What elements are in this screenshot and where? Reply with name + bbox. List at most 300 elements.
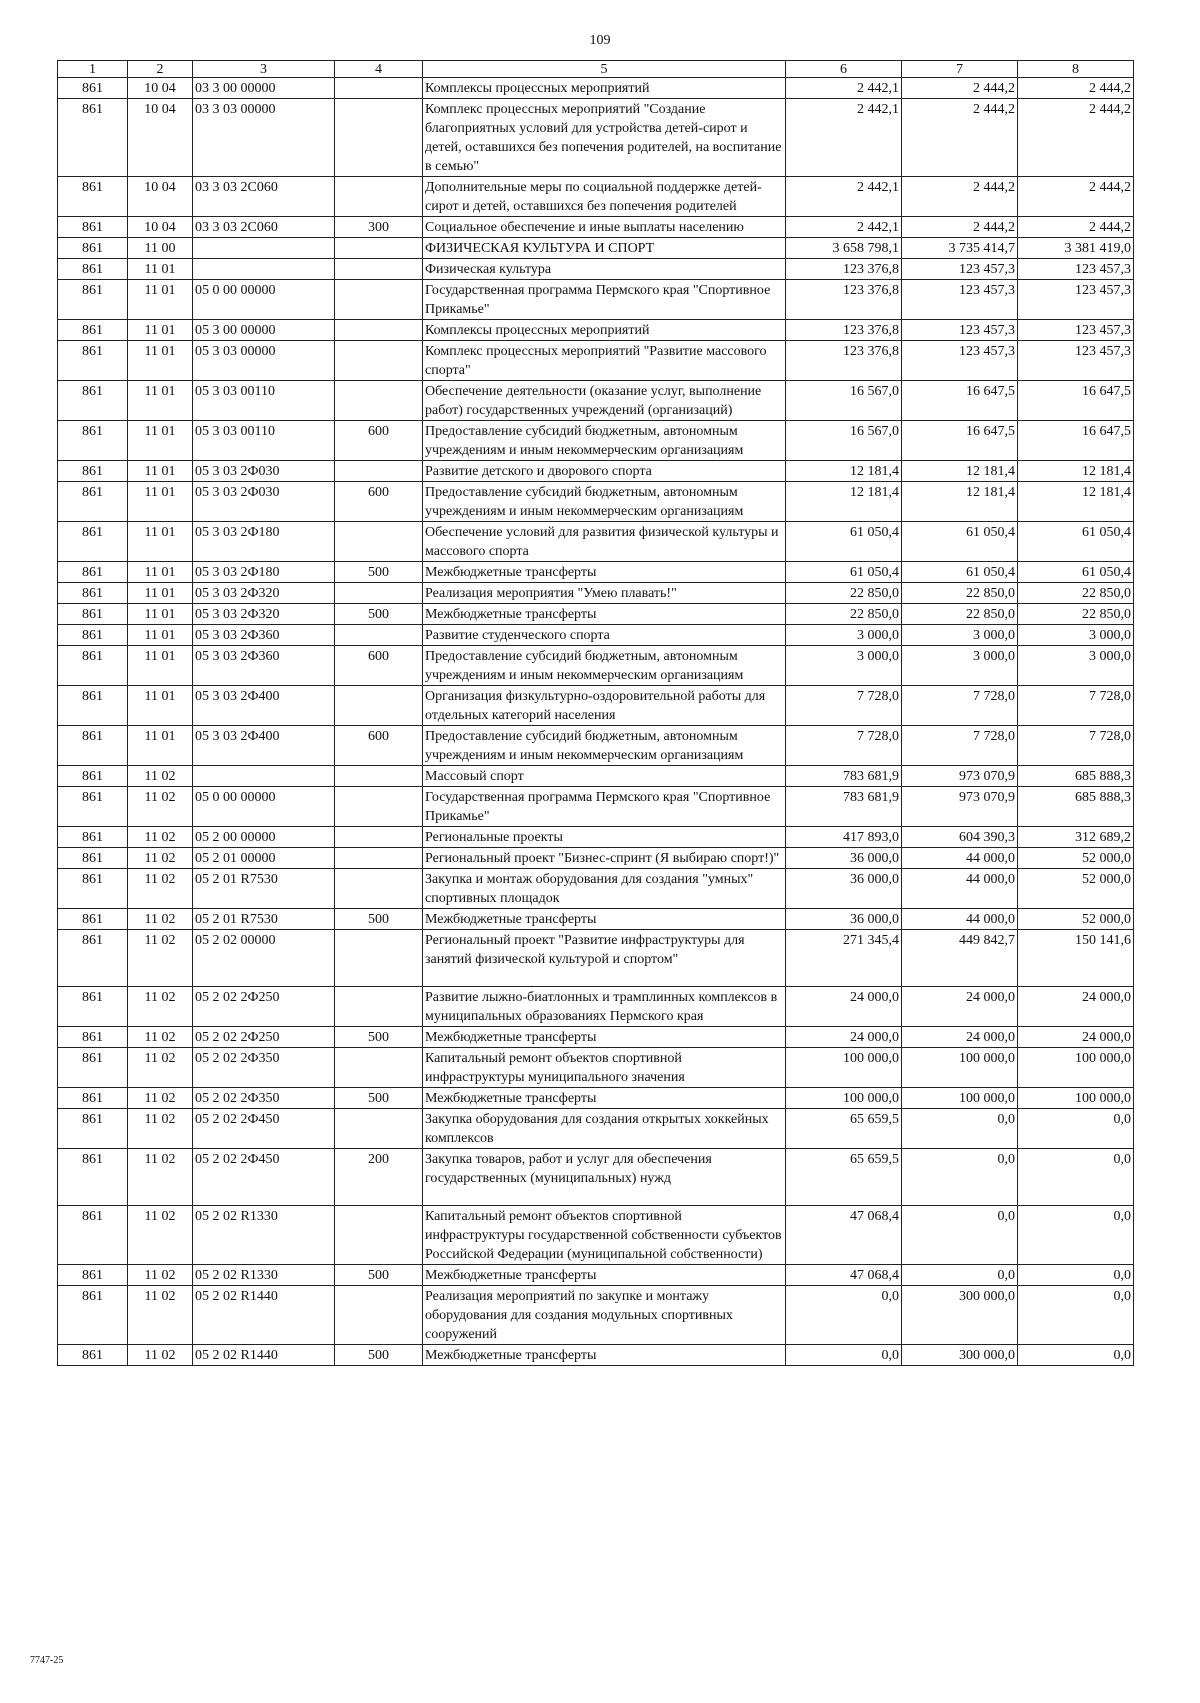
expense-type-cell [335, 1109, 423, 1149]
amount-year-2-cell: 44 000,0 [902, 848, 1018, 869]
amount-year-2-cell: 2 444,2 [902, 177, 1018, 217]
description-cell: Закупка оборудования для создания открытых хоккейных комплексов [423, 1109, 786, 1149]
section-code-cell: 11 02 [128, 827, 193, 848]
description-cell: Обеспечение условий для развития физической культуры и массового спорта [423, 522, 786, 562]
amount-year-2-cell: 100 000,0 [902, 1048, 1018, 1088]
amount-year-2-cell: 123 457,3 [902, 280, 1018, 320]
amount-year-3-cell: 685 888,3 [1018, 766, 1134, 787]
section-code-cell: 11 01 [128, 482, 193, 522]
amount-year-2-cell: 973 070,9 [902, 787, 1018, 827]
amount-year-1-cell: 61 050,4 [786, 562, 902, 583]
amount-year-2-cell: 2 444,2 [902, 99, 1018, 177]
amount-year-3-cell: 0,0 [1018, 1149, 1134, 1206]
description-cell: Реализация мероприятий по закупке и монтажу оборудования для создания модульных спортивных сооружений [423, 1286, 786, 1345]
section-code-cell: 11 02 [128, 1265, 193, 1286]
amount-year-3-cell: 100 000,0 [1018, 1048, 1134, 1088]
description-cell: Региональные проекты [423, 827, 786, 848]
expense-type-cell: 500 [335, 604, 423, 625]
amount-year-2-cell: 123 457,3 [902, 320, 1018, 341]
amount-year-2-cell: 16 647,5 [902, 381, 1018, 421]
target-code-cell: 05 2 01 R7530 [193, 909, 335, 930]
expense-type-cell [335, 280, 423, 320]
column-header: 8 [1018, 61, 1134, 78]
ministry-code-cell: 861 [58, 280, 128, 320]
ministry-code-cell: 861 [58, 1088, 128, 1109]
table-row [58, 1206, 1134, 1265]
ministry-code-cell: 861 [58, 583, 128, 604]
section-code-cell: 11 02 [128, 1048, 193, 1088]
description-cell: Развитие детского и дворового спорта [423, 461, 786, 482]
expense-type-cell: 500 [335, 1088, 423, 1109]
description-cell: Дополнительные меры по социальной поддержке детей-сирот и детей, оставшихся без попечения родителей [423, 177, 786, 217]
expense-type-cell [335, 987, 423, 1027]
ministry-code-cell: 861 [58, 827, 128, 848]
expense-type-cell: 300 [335, 217, 423, 238]
table-row [58, 1265, 1134, 1286]
description-cell: Комплексы процессных мероприятий [423, 320, 786, 341]
amount-year-2-cell: 22 850,0 [902, 583, 1018, 604]
table-row [58, 522, 1134, 562]
description-cell: Комплекс процессных мероприятий "Создание благоприятных условий для устройства детей-сирот и детей, оставшихся без попечения родителей, на воспитание в семью" [423, 99, 786, 177]
ministry-code-cell: 861 [58, 869, 128, 909]
section-code-cell: 11 01 [128, 686, 193, 726]
section-code-cell: 11 01 [128, 646, 193, 686]
amount-year-1-cell: 100 000,0 [786, 1088, 902, 1109]
expense-type-cell [335, 522, 423, 562]
table-row [58, 1109, 1134, 1149]
target-code-cell: 05 2 02 2Ф250 [193, 987, 335, 1027]
amount-year-3-cell: 0,0 [1018, 1109, 1134, 1149]
table-row [58, 1027, 1134, 1048]
table-row [58, 787, 1134, 827]
table-row [58, 217, 1134, 238]
description-cell: Предоставление субсидий бюджетным, автономным учреждениям и иным некоммерческим организациям [423, 646, 786, 686]
amount-year-3-cell: 24 000,0 [1018, 987, 1134, 1027]
document-code: 7747-25 [30, 1655, 64, 1666]
amount-year-1-cell: 24 000,0 [786, 1027, 902, 1048]
amount-year-2-cell: 12 181,4 [902, 482, 1018, 522]
section-code-cell: 11 02 [128, 787, 193, 827]
ministry-code-cell: 861 [58, 1048, 128, 1088]
table-row [58, 381, 1134, 421]
table-row [58, 848, 1134, 869]
description-cell: Региональный проект "Бизнес-спринт (Я выбираю спорт!)" [423, 848, 786, 869]
section-code-cell: 11 01 [128, 381, 193, 421]
section-code-cell: 11 01 [128, 625, 193, 646]
target-code-cell: 05 0 00 00000 [193, 787, 335, 827]
amount-year-1-cell: 123 376,8 [786, 341, 902, 381]
amount-year-3-cell: 123 457,3 [1018, 341, 1134, 381]
amount-year-2-cell: 123 457,3 [902, 259, 1018, 280]
description-cell: Капитальный ремонт объектов спортивной инфраструктуры муниципального значения [423, 1048, 786, 1088]
amount-year-1-cell: 65 659,5 [786, 1149, 902, 1206]
amount-year-3-cell: 12 181,4 [1018, 482, 1134, 522]
target-code-cell [193, 766, 335, 787]
amount-year-1-cell: 47 068,4 [786, 1265, 902, 1286]
target-code-cell: 05 2 02 00000 [193, 930, 335, 987]
description-cell: Массовый спорт [423, 766, 786, 787]
table-row [58, 869, 1134, 909]
amount-year-2-cell: 61 050,4 [902, 522, 1018, 562]
table-row [58, 238, 1134, 259]
description-cell: ФИЗИЧЕСКАЯ КУЛЬТУРА И СПОРТ [423, 238, 786, 259]
amount-year-1-cell: 65 659,5 [786, 1109, 902, 1149]
amount-year-2-cell: 7 728,0 [902, 726, 1018, 766]
section-code-cell: 11 02 [128, 766, 193, 787]
target-code-cell: 03 3 00 00000 [193, 78, 335, 99]
target-code-cell: 05 2 02 R1440 [193, 1286, 335, 1345]
ministry-code-cell: 861 [58, 522, 128, 562]
amount-year-1-cell: 0,0 [786, 1345, 902, 1366]
expense-type-cell [335, 1048, 423, 1088]
amount-year-3-cell: 0,0 [1018, 1345, 1134, 1366]
target-code-cell: 05 2 02 2Ф450 [193, 1149, 335, 1206]
target-code-cell [193, 259, 335, 280]
amount-year-3-cell: 2 444,2 [1018, 99, 1134, 177]
expense-type-cell [335, 686, 423, 726]
amount-year-1-cell: 16 567,0 [786, 381, 902, 421]
description-cell: Государственная программа Пермского края "Спортивное Прикамье" [423, 280, 786, 320]
amount-year-3-cell: 685 888,3 [1018, 787, 1134, 827]
ministry-code-cell: 861 [58, 421, 128, 461]
amount-year-3-cell: 12 181,4 [1018, 461, 1134, 482]
amount-year-1-cell: 417 893,0 [786, 827, 902, 848]
amount-year-1-cell: 2 442,1 [786, 177, 902, 217]
section-code-cell: 11 01 [128, 280, 193, 320]
description-cell: Государственная программа Пермского края "Спортивное Прикамье" [423, 787, 786, 827]
target-code-cell: 05 2 02 2Ф350 [193, 1088, 335, 1109]
amount-year-2-cell: 3 000,0 [902, 646, 1018, 686]
ministry-code-cell: 861 [58, 217, 128, 238]
amount-year-1-cell: 24 000,0 [786, 987, 902, 1027]
section-code-cell: 11 01 [128, 604, 193, 625]
table-row [58, 604, 1134, 625]
ministry-code-cell: 861 [58, 787, 128, 827]
section-code-cell: 10 04 [128, 78, 193, 99]
amount-year-3-cell: 61 050,4 [1018, 522, 1134, 562]
column-header: 7 [902, 61, 1018, 78]
target-code-cell: 05 3 00 00000 [193, 320, 335, 341]
amount-year-1-cell: 123 376,8 [786, 320, 902, 341]
amount-year-1-cell: 271 345,4 [786, 930, 902, 987]
amount-year-3-cell: 2 444,2 [1018, 177, 1134, 217]
amount-year-2-cell: 44 000,0 [902, 909, 1018, 930]
target-code-cell: 05 3 03 2Ф180 [193, 562, 335, 583]
description-cell: Социальное обеспечение и иные выплаты населению [423, 217, 786, 238]
amount-year-1-cell: 47 068,4 [786, 1206, 902, 1265]
ministry-code-cell: 861 [58, 848, 128, 869]
section-code-cell: 10 04 [128, 99, 193, 177]
section-code-cell: 11 02 [128, 1345, 193, 1366]
table-row [58, 1345, 1134, 1366]
ministry-code-cell: 861 [58, 381, 128, 421]
amount-year-3-cell: 61 050,4 [1018, 562, 1134, 583]
amount-year-3-cell: 123 457,3 [1018, 280, 1134, 320]
description-cell: Закупка и монтаж оборудования для создания "умных" спортивных площадок [423, 869, 786, 909]
amount-year-1-cell: 2 442,1 [786, 217, 902, 238]
amount-year-1-cell: 61 050,4 [786, 522, 902, 562]
description-cell: Предоставление субсидий бюджетным, автономным учреждениям и иным некоммерческим организациям [423, 726, 786, 766]
expense-type-cell: 200 [335, 1149, 423, 1206]
target-code-cell: 05 2 00 00000 [193, 827, 335, 848]
expense-type-cell [335, 381, 423, 421]
amount-year-1-cell: 22 850,0 [786, 604, 902, 625]
amount-year-3-cell: 2 444,2 [1018, 78, 1134, 99]
target-code-cell: 05 2 02 2Ф350 [193, 1048, 335, 1088]
table-row [58, 78, 1134, 99]
amount-year-1-cell: 12 181,4 [786, 482, 902, 522]
table-row [58, 99, 1134, 177]
description-cell: Межбюджетные трансферты [423, 1345, 786, 1366]
expense-type-cell [335, 583, 423, 604]
expense-type-cell: 600 [335, 726, 423, 766]
description-cell: Капитальный ремонт объектов спортивной инфраструктуры государственной собственности субъектов Российской Федерации (муниципальной собственности) [423, 1206, 786, 1265]
amount-year-3-cell: 7 728,0 [1018, 726, 1134, 766]
column-header: 4 [335, 61, 423, 78]
amount-year-1-cell: 123 376,8 [786, 280, 902, 320]
table-row [58, 461, 1134, 482]
expense-type-cell: 500 [335, 1265, 423, 1286]
description-cell: Межбюджетные трансферты [423, 1088, 786, 1109]
expense-type-cell [335, 1206, 423, 1265]
description-cell: Межбюджетные трансферты [423, 562, 786, 583]
target-code-cell: 03 3 03 2С060 [193, 177, 335, 217]
section-code-cell: 11 02 [128, 1027, 193, 1048]
amount-year-3-cell: 24 000,0 [1018, 1027, 1134, 1048]
expense-type-cell [335, 625, 423, 646]
target-code-cell: 05 2 02 R1330 [193, 1206, 335, 1265]
table-row [58, 987, 1134, 1027]
section-code-cell: 11 02 [128, 987, 193, 1027]
ministry-code-cell: 861 [58, 238, 128, 259]
amount-year-2-cell: 12 181,4 [902, 461, 1018, 482]
target-code-cell: 05 0 00 00000 [193, 280, 335, 320]
amount-year-1-cell: 3 000,0 [786, 646, 902, 686]
section-code-cell: 11 01 [128, 562, 193, 583]
target-code-cell: 05 3 03 2Ф400 [193, 726, 335, 766]
amount-year-2-cell: 3 000,0 [902, 625, 1018, 646]
amount-year-1-cell: 36 000,0 [786, 848, 902, 869]
expense-type-cell: 600 [335, 646, 423, 686]
section-code-cell: 11 00 [128, 238, 193, 259]
page-number: 109 [589, 33, 611, 48]
target-code-cell: 05 3 03 2Ф030 [193, 461, 335, 482]
ministry-code-cell: 861 [58, 78, 128, 99]
ministry-code-cell: 861 [58, 646, 128, 686]
amount-year-1-cell: 2 442,1 [786, 99, 902, 177]
description-cell: Развитие лыжно-биатлонных и трамплинных комплексов в муниципальных образованиях Пермского края [423, 987, 786, 1027]
description-cell: Межбюджетные трансферты [423, 604, 786, 625]
amount-year-3-cell: 52 000,0 [1018, 869, 1134, 909]
expense-type-cell [335, 787, 423, 827]
amount-year-3-cell: 123 457,3 [1018, 320, 1134, 341]
amount-year-3-cell: 22 850,0 [1018, 583, 1134, 604]
amount-year-1-cell: 22 850,0 [786, 583, 902, 604]
section-code-cell: 11 01 [128, 583, 193, 604]
section-code-cell: 11 01 [128, 320, 193, 341]
table-row [58, 1149, 1134, 1206]
amount-year-1-cell: 100 000,0 [786, 1048, 902, 1088]
section-code-cell: 11 02 [128, 1206, 193, 1265]
ministry-code-cell: 861 [58, 1345, 128, 1366]
ministry-code-cell: 861 [58, 99, 128, 177]
expense-type-cell [335, 259, 423, 280]
amount-year-3-cell: 3 381 419,0 [1018, 238, 1134, 259]
amount-year-3-cell: 16 647,5 [1018, 421, 1134, 461]
amount-year-3-cell: 123 457,3 [1018, 259, 1134, 280]
amount-year-2-cell: 22 850,0 [902, 604, 1018, 625]
expense-type-cell [335, 320, 423, 341]
expense-type-cell [335, 238, 423, 259]
table-body [58, 78, 1134, 1366]
amount-year-1-cell: 2 442,1 [786, 78, 902, 99]
amount-year-3-cell: 22 850,0 [1018, 604, 1134, 625]
ministry-code-cell: 861 [58, 686, 128, 726]
target-code-cell: 05 3 03 2Ф360 [193, 625, 335, 646]
table-row [58, 625, 1134, 646]
amount-year-2-cell: 300 000,0 [902, 1286, 1018, 1345]
column-header: 3 [193, 61, 335, 78]
ministry-code-cell: 861 [58, 766, 128, 787]
table-row [58, 421, 1134, 461]
amount-year-3-cell: 0,0 [1018, 1265, 1134, 1286]
section-code-cell: 11 02 [128, 1149, 193, 1206]
expense-type-cell [335, 848, 423, 869]
expense-type-cell: 600 [335, 482, 423, 522]
ministry-code-cell: 861 [58, 1286, 128, 1345]
amount-year-2-cell: 0,0 [902, 1206, 1018, 1265]
amount-year-2-cell: 100 000,0 [902, 1088, 1018, 1109]
target-code-cell [193, 238, 335, 259]
expense-type-cell: 600 [335, 421, 423, 461]
amount-year-2-cell: 604 390,3 [902, 827, 1018, 848]
expense-type-cell: 500 [335, 909, 423, 930]
amount-year-1-cell: 783 681,9 [786, 787, 902, 827]
table-row [58, 562, 1134, 583]
amount-year-2-cell: 24 000,0 [902, 1027, 1018, 1048]
table-row [58, 341, 1134, 381]
section-code-cell: 11 01 [128, 726, 193, 766]
target-code-cell: 05 2 02 2Ф250 [193, 1027, 335, 1048]
ministry-code-cell: 861 [58, 1206, 128, 1265]
description-cell: Организация физкультурно-оздоровительной работы для отдельных категорий населения [423, 686, 786, 726]
description-cell: Комплекс процессных мероприятий "Развитие массового спорта" [423, 341, 786, 381]
section-code-cell: 11 01 [128, 522, 193, 562]
amount-year-1-cell: 12 181,4 [786, 461, 902, 482]
amount-year-3-cell: 52 000,0 [1018, 909, 1134, 930]
amount-year-1-cell: 36 000,0 [786, 869, 902, 909]
amount-year-3-cell: 52 000,0 [1018, 848, 1134, 869]
amount-year-2-cell: 24 000,0 [902, 987, 1018, 1027]
section-code-cell: 11 01 [128, 461, 193, 482]
description-cell: Межбюджетные трансферты [423, 909, 786, 930]
amount-year-2-cell: 61 050,4 [902, 562, 1018, 583]
target-code-cell: 05 2 01 00000 [193, 848, 335, 869]
table-row [58, 827, 1134, 848]
ministry-code-cell: 861 [58, 987, 128, 1027]
section-code-cell: 11 01 [128, 259, 193, 280]
expense-type-cell: 500 [335, 1345, 423, 1366]
amount-year-2-cell: 0,0 [902, 1265, 1018, 1286]
description-cell: Предоставление субсидий бюджетным, автономным учреждениям и иным некоммерческим организациям [423, 421, 786, 461]
ministry-code-cell: 861 [58, 341, 128, 381]
amount-year-2-cell: 973 070,9 [902, 766, 1018, 787]
expense-type-cell [335, 827, 423, 848]
column-header: 2 [128, 61, 193, 78]
ministry-code-cell: 861 [58, 1109, 128, 1149]
section-code-cell: 11 01 [128, 421, 193, 461]
expense-type-cell [335, 1286, 423, 1345]
expense-type-cell [335, 930, 423, 987]
description-cell: Комплексы процессных мероприятий [423, 78, 786, 99]
target-code-cell: 05 3 03 2Ф030 [193, 482, 335, 522]
amount-year-3-cell: 7 728,0 [1018, 686, 1134, 726]
amount-year-3-cell: 150 141,6 [1018, 930, 1134, 987]
amount-year-1-cell: 3 000,0 [786, 625, 902, 646]
target-code-cell: 05 3 03 2Ф180 [193, 522, 335, 562]
target-code-cell: 03 3 03 2С060 [193, 217, 335, 238]
ministry-code-cell: 861 [58, 726, 128, 766]
description-cell: Реализация мероприятия "Умею плавать!" [423, 583, 786, 604]
table-row [58, 482, 1134, 522]
table-row [58, 766, 1134, 787]
amount-year-2-cell: 0,0 [902, 1109, 1018, 1149]
target-code-cell: 05 3 03 2Ф360 [193, 646, 335, 686]
ministry-code-cell: 861 [58, 461, 128, 482]
section-code-cell: 11 02 [128, 1088, 193, 1109]
description-cell: Физическая культура [423, 259, 786, 280]
section-code-cell: 11 02 [128, 848, 193, 869]
section-code-cell: 11 01 [128, 341, 193, 381]
description-cell: Межбюджетные трансферты [423, 1265, 786, 1286]
amount-year-1-cell: 7 728,0 [786, 686, 902, 726]
budget-table [57, 60, 1134, 1366]
amount-year-3-cell: 0,0 [1018, 1286, 1134, 1345]
amount-year-3-cell: 3 000,0 [1018, 646, 1134, 686]
amount-year-2-cell: 300 000,0 [902, 1345, 1018, 1366]
section-code-cell: 11 02 [128, 930, 193, 987]
target-code-cell: 05 2 02 R1440 [193, 1345, 335, 1366]
ministry-code-cell: 861 [58, 625, 128, 646]
ministry-code-cell: 861 [58, 562, 128, 583]
table-row [58, 1286, 1134, 1345]
description-cell: Обеспечение деятельности (оказание услуг, выполнение работ) государственных учреждений (организаций) [423, 381, 786, 421]
target-code-cell: 05 3 03 2Ф400 [193, 686, 335, 726]
target-code-cell: 05 3 03 2Ф320 [193, 583, 335, 604]
amount-year-1-cell: 123 376,8 [786, 259, 902, 280]
description-cell: Развитие студенческого спорта [423, 625, 786, 646]
target-code-cell: 03 3 03 00000 [193, 99, 335, 177]
expense-type-cell [335, 461, 423, 482]
description-cell: Предоставление субсидий бюджетным, автономным учреждениям и иным некоммерческим организациям [423, 482, 786, 522]
ministry-code-cell: 861 [58, 909, 128, 930]
amount-year-1-cell: 3 658 798,1 [786, 238, 902, 259]
section-code-cell: 11 02 [128, 1109, 193, 1149]
target-code-cell: 05 3 03 00110 [193, 381, 335, 421]
amount-year-3-cell: 3 000,0 [1018, 625, 1134, 646]
amount-year-3-cell: 2 444,2 [1018, 217, 1134, 238]
table-row [58, 177, 1134, 217]
expense-type-cell [335, 766, 423, 787]
column-header: 5 [423, 61, 786, 78]
table-row [58, 1048, 1134, 1088]
amount-year-3-cell: 312 689,2 [1018, 827, 1134, 848]
table-row [58, 909, 1134, 930]
column-header: 6 [786, 61, 902, 78]
table-row [58, 930, 1134, 987]
ministry-code-cell: 861 [58, 1149, 128, 1206]
ministry-code-cell: 861 [58, 1027, 128, 1048]
